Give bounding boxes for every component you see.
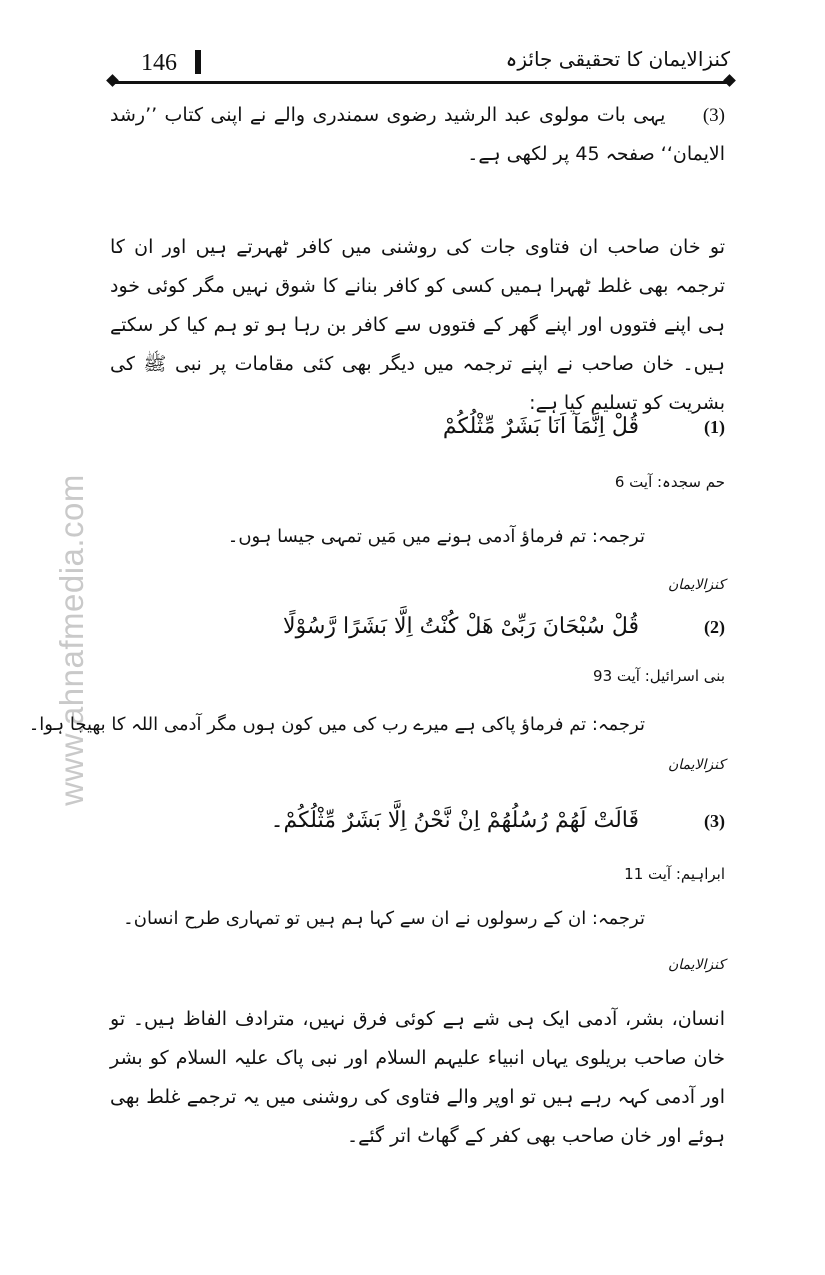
verse-1 — [110, 414, 725, 439]
verse-1-source: کنزالایمان — [667, 577, 725, 593]
header-rule — [113, 81, 730, 84]
verse-2-reference: بنی اسرائیل: آیت 93 — [593, 667, 725, 685]
verse-3 — [110, 808, 725, 833]
verse-2-arabic: قُلْ سُبْحَانَ رَبِّىْ هَلْ كُنْتُ اِلَّا بَشَرًا رَّسُوْلًا — [283, 614, 639, 639]
intro-number: (3) — [702, 105, 725, 126]
verse-2 — [110, 614, 725, 639]
page-header — [113, 38, 730, 86]
verse-2-translation: ترجمہ: تم فرماؤ پاکی ہے میرے رب کی میں کون ہوں مگر آدمی اللہ کا بھیجا ہوا۔ — [28, 714, 645, 735]
watermark-text: www.ahnafmedia.com — [53, 474, 90, 806]
verse-2-number: (2) — [704, 617, 725, 637]
verse-2-source: کنزالایمان — [667, 757, 725, 773]
page-number: 146 — [141, 50, 177, 76]
verse-3-reference: ابراہیم: آیت 11 — [624, 865, 725, 883]
verse-3-source: کنزالایمان — [667, 957, 725, 973]
conclusion-text: انسان، بشر، آدمی ایک ہی شے ہے کوئی فرق نہیں، مترادف الفاظ ہیں۔ تو خان صاحب بریلوی یہاں انبیاء علیہم السلام اور نبی پاک علیہ السلام کو بشر اور آدمی کہہ رہے ہیں تو اوپر والے فتاوی کی روشنی میں یہ ترجمے غلط بھی ہوئے اور خان صاحب بھی کفر کے گھاٹ اتر گئے۔ — [110, 1008, 725, 1147]
running-title: کنزالایمان کا تحقیقی جائزہ — [505, 47, 730, 71]
body-paragraph-text: تو خان صاحب ان فتاوی جات کی روشنی میں کافر ٹھہرتے ہیں اور ان کا ترجمہ بھی غلط ٹھہرا ہمیں کسی کو کافر بنانے کا شوق نہیں مگر کوئی خود ہی اپنے فتووں اور اپنے گھر کے فتووں سے کافر بن رہا ہو تو ہم کیا کر سکتے ہیں۔ خان صاحب نے اپنے ترجمہ میں دیگر بھی کئی مقامات پر نبی ﷺ کی بشریت کو تسلیم کیا ہے: — [110, 236, 725, 414]
verse-1-number: (1) — [704, 417, 725, 437]
verse-1-arabic: قُلْ اِنَّمَآ اَنَا بَشَرٌ مِّثْلُكُمْ — [442, 414, 639, 439]
intro-text: یہی بات مولوی عبد الرشید رضوی سمندری والے نے اپنی کتاب ’’رشد الایمان‘‘ صفحہ 45 پر لکھی ہے۔ — [110, 104, 725, 165]
conclusion-paragraph — [110, 1000, 725, 1156]
body-paragraph — [110, 228, 725, 423]
intro-paragraph — [110, 96, 725, 174]
verse-3-arabic: قَالَتْ لَهُمْ رُسُلُهُمْ اِنْ نَّحْنُ اِلَّا بَشَرٌ مِّثْلُكُمْ۔ — [270, 808, 639, 833]
page-number-bar — [195, 50, 201, 74]
verse-3-translation: ترجمہ: ان کے رسولوں نے ان سے کہا ہم ہیں تو تمہاری طرح انسان۔ — [123, 908, 645, 929]
verse-3-number: (3) — [704, 811, 725, 831]
verse-1-reference: حم سجدہ: آیت 6 — [614, 473, 725, 491]
verse-1-translation: ترجمہ: تم فرماؤ آدمی ہونے میں مَیں تمہی جیسا ہوں۔ — [227, 526, 645, 547]
